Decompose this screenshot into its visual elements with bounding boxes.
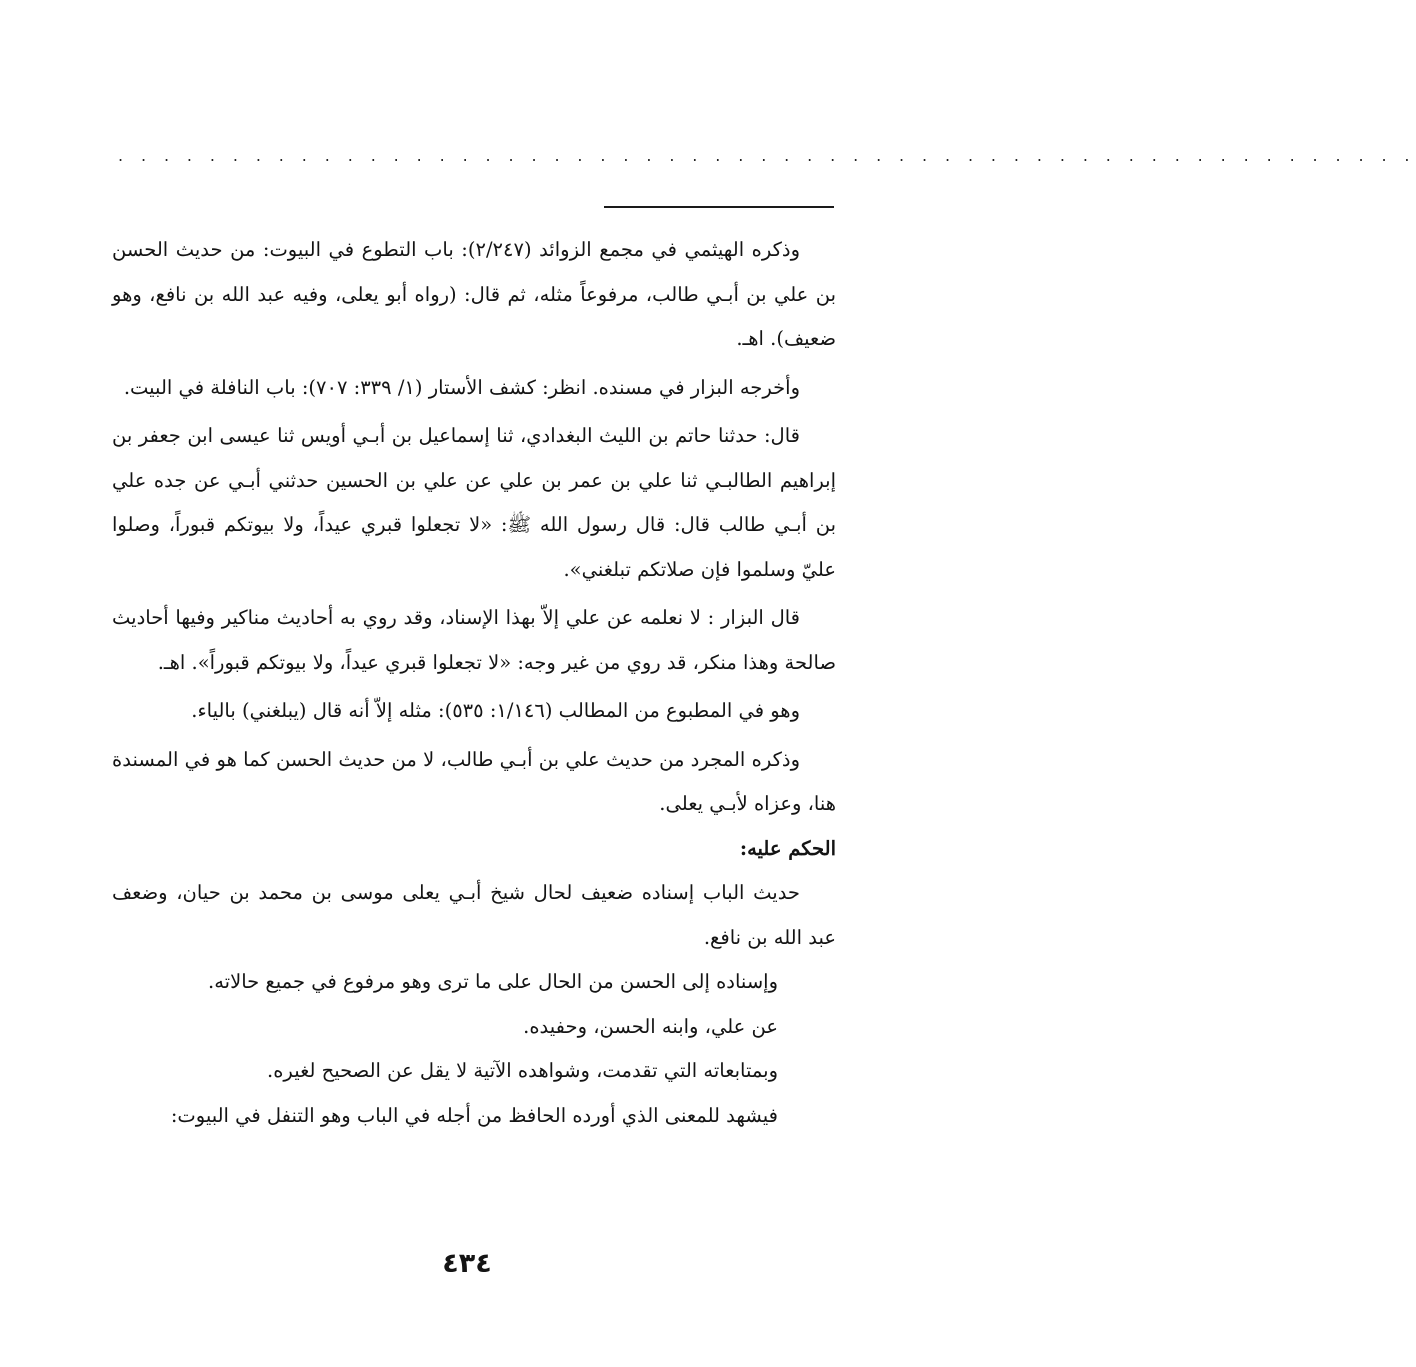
paragraph-bazzar-source: وأخرجه البزار في مسنده. انظر: كشف الأستار (١/ ٣٣٩: ٧٠٧): باب النافلة في البيت. — [123, 375, 800, 399]
paragraph-ruling: حديث الباب إسناده ضعيف لحال شيخ أبـي يعلى موسى بن محمد بن حيان، وضعف عبد الله بن نافع. — [112, 881, 836, 949]
indented-line: وإسناده إلى الحسن من الحال على ما ترى وهو مرفوع في جميع حالاته. — [208, 970, 778, 993]
indented-line: وبمتابعاته التي تقدمت، وشواهده الآتية لا يقل عن الصحيح لغيره. — [267, 1059, 778, 1082]
section-heading-ruling: الحكم عليه: — [739, 836, 836, 860]
footnote-rule — [604, 206, 834, 208]
paragraph-matalib: وهو في المطبوع من المطالب (١/١٤٦: ٥٣٥): مثله إلاّ أنه قال (يبلغني) بالياء. — [191, 699, 800, 722]
page-number: ٤٣٤ — [442, 1248, 492, 1279]
page-body — [112, 228, 836, 1138]
paragraph-isnad: قال: حدثنا حاتم بن الليث البغدادي، ثنا إسماعيل بن أبـي أويس ثنا عيسى ابن جعفر بن إبراهيم الطالبـي ثنا علي بن عمر بن علي عن علي بن الحسين حدثني أبـي عن جده علي بن أبـي طالب قال: قال رسول الله ﷺ: «لا تجعلوا قبري عيداً، ولا بيوتكم قبوراً، وصلوا عليّ وسلموا فإن صلاتكم تبلغني». — [112, 424, 836, 581]
indented-line: فيشهد للمعنى الذي أورده الحافظ من أجله في الباب وهو التنفل في البيوت: — [170, 1103, 778, 1127]
paragraph-haythami: وذكره الهيثمي في مجمع الزوائد (٢/٢٤٧): باب التطوع في البيوت: من حديث الحسن بن علي بن أبـي طالب، مرفوعاً مثله، ثم قال: (رواه أبو يعلى، وفيه عبد الله بن نافع، وهو ضعيف). اهـ. — [112, 238, 836, 350]
paragraph-mujarrad: وذكره المجرد من حديث علي بن أبـي طالب، لا من حديث الحسن كما هو في المسندة هنا، وعزاه لأبـي يعلى. — [112, 747, 836, 815]
separator-dots: . . . . . . . . . . . . . . . . . . . . . . . . . . . . . . . . . . . . . . . . . . . . . . . . . . . . . . . . . — [118, 146, 1416, 165]
paragraph-bazzar-comment: قال البزار : لا نعلمه عن علي إلاّ بهذا الإسناد، وقد روي به أحاديث مناكير وفيها أحاديث صالحة وهذا منكر، قد روي من غير وجه: «لا تجعلوا قبري عيداً، ولا بيوتكم قبوراً». اهـ. — [112, 606, 836, 674]
indented-line: عن علي، وابنه الحسن، وحفيده. — [523, 1014, 778, 1038]
